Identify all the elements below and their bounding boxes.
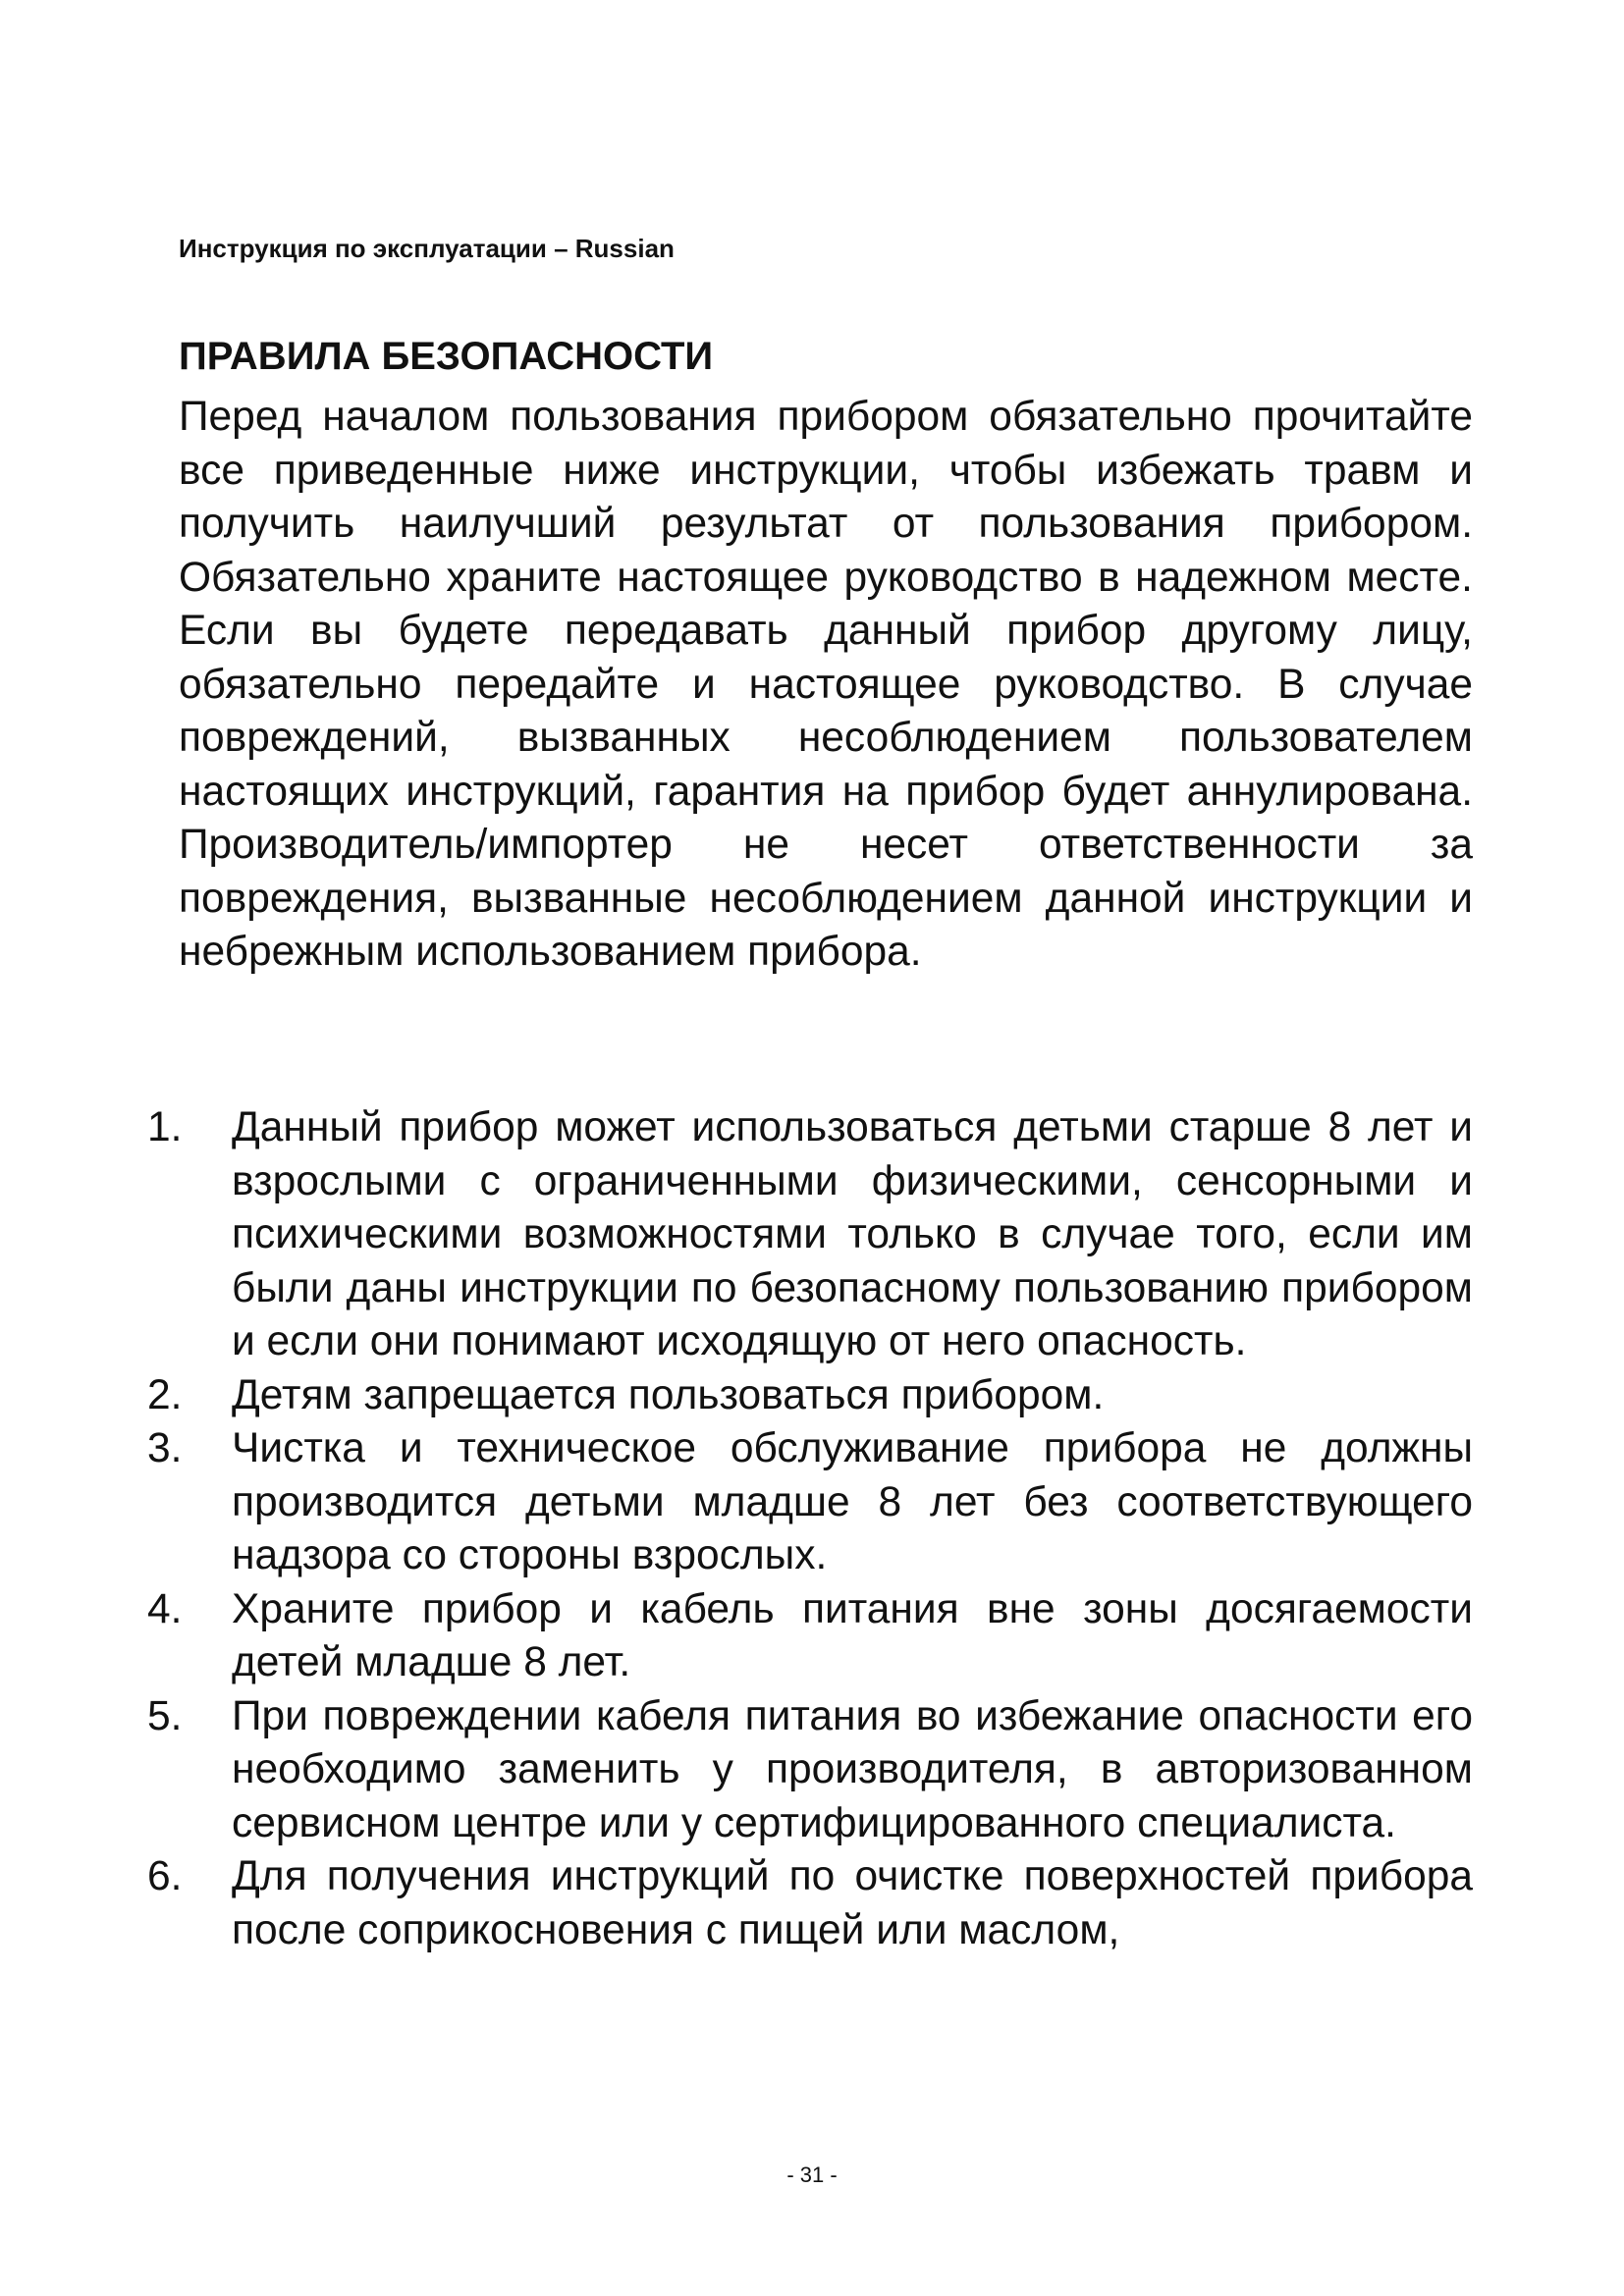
list-item-number: 6.	[147, 1853, 183, 1899]
list-item-text: При повреждении кабеля питания во избежание опасности его необходимо заменить у производителя, в авторизованном сервисном центре или у сертифицированного специалиста.	[232, 1692, 1473, 1846]
page-number: - 31 -	[786, 2163, 838, 2187]
safety-rules-list	[147, 1101, 1473, 1957]
list-item	[147, 1850, 1473, 1957]
section-title: ПРАВИЛА БЕЗОПАСНОСТИ	[179, 335, 714, 378]
list-item	[147, 1101, 1473, 1369]
intro-paragraph: Перед началом пользования прибором обязательно прочитайте все приведенные ниже инструкции, чтобы избежать травм и получить наилучший результат от пользования прибором. Обязательно храните настоящее руководство в надежном месте. Если вы будете передавать данный прибор другому лицу, обязательно передайте и настоящее руководство. В случае повреждений, вызванных несоблюдением пользователем настоящих инструкций, гарантия на прибор будет аннулирована. Производитель/импортер не несет ответственности за повреждения, вызванные несоблюдением данной инструкции и небрежным использованием прибора.	[179, 394, 1473, 975]
list-item	[147, 1583, 1473, 1690]
list-item-number: 3.	[147, 1425, 183, 1471]
list-item-text: Детям запрещается пользоваться прибором.	[232, 1371, 1105, 1418]
list-item	[147, 1369, 1473, 1423]
list-item-text: Данный прибор может использоваться детьми старше 8 лет и взрослыми с ограниченными физическими, сенсорными и психическими возможностями только в случае того, если им были даны инструкции по безопасному пользованию прибором и если они понимают исходящую от него опасность.	[232, 1104, 1473, 1364]
list-item-text: Храните прибор и кабель питания вне зоны досягаемости детей младше 8 лет.	[232, 1585, 1473, 1685]
list-item-text: Для получения инструкций по очистке поверхностей прибора после соприкосновения с пищей или маслом,	[232, 1853, 1473, 1953]
list-item-number: 5.	[147, 1692, 183, 1739]
list-item-number: 2.	[147, 1371, 183, 1418]
list-item	[147, 1422, 1473, 1583]
list-item-number: 4.	[147, 1585, 183, 1632]
list-item-text: Чистка и техническое обслуживание прибора не должны производится детьми младше 8 лет без соответствующего надзора со стороны взрослых.	[232, 1425, 1473, 1578]
list-item-number: 1.	[147, 1104, 183, 1150]
list-item	[147, 1690, 1473, 1851]
running-header: Инструкция по эксплуатации – Russian	[179, 234, 675, 263]
